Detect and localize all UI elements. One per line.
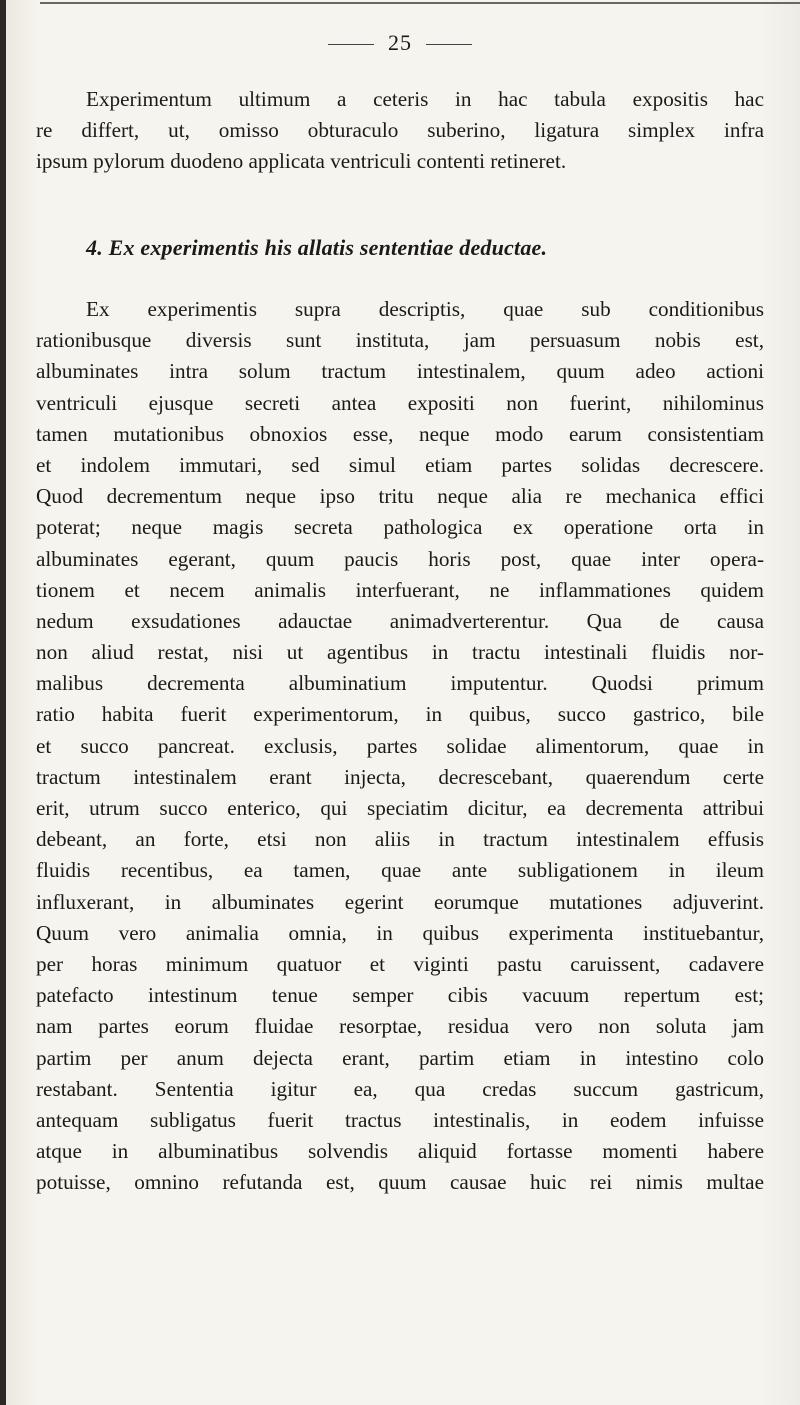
text-line: et succo pancreat. exclusis, partes solidae alimentorum, quae in xyxy=(36,733,764,758)
text-line: per horas minimum quatuor et viginti pastu caruissent, cadavere xyxy=(36,951,764,976)
header-dash-left xyxy=(328,44,374,45)
text-line: poterat; neque magis secreta pathologica ex operatione orta in xyxy=(36,515,764,540)
text-line: rationibusque diversis sunt instituta, jam persuasum nobis est, xyxy=(36,328,764,353)
text-line: tamen mutationibus obnoxios esse, neque modo earum consistentiam xyxy=(36,421,764,446)
text-line: potuisse, omnino refutanda est, quum causae huic rei nimis multae xyxy=(36,1170,764,1195)
text-line: fluidis recentibus, ea tamen, quae ante subligationem in ileum xyxy=(36,858,764,883)
text-line: restabant. Sententia igitur ea, qua credas succum gastricum, xyxy=(36,1076,764,1101)
text-line: ipsum pylorum duodeno applicata ventriculi contenti retineret. xyxy=(36,149,567,174)
text-line: ventriculi ejusque secreti antea expositi non fuerint, nihilominus xyxy=(36,390,764,415)
header-dash-right xyxy=(426,44,472,45)
text-line: re differt, ut, omisso obturaculo suberino, ligatura simplex infra xyxy=(36,118,764,143)
text-line: erit, utrum succo enterico, qui speciatim dicitur, ea decrementa attribui xyxy=(36,796,764,820)
text-line: albuminates intra solum tractum intestinalem, quum adeo actioni xyxy=(36,359,764,384)
text-line: antequam subligatus fuerit tractus intestinalis, in eodem infuisse xyxy=(36,1107,764,1132)
text-line: malibus decrementa albuminatium imputentur. Quodsi primum xyxy=(36,671,764,696)
text-line: debeant, an forte, etsi non aliis in tractum intestinalem effusis xyxy=(36,827,764,852)
text-line: non aliud restat, nisi ut agentibus in tractu intestinali fluidis nor- xyxy=(36,640,764,665)
text-line: et indolem immutari, sed simul etiam partes solidas decrescere. xyxy=(36,452,764,477)
section-heading: 4. Ex experimentis his allatis sententiae deductae. xyxy=(86,235,548,260)
text-line: nam partes eorum fluidae resorptae, residua vero non soluta jam xyxy=(36,1014,764,1039)
page-header xyxy=(0,30,800,56)
text-line: atque in albuminatibus solvendis aliquid fortasse momenti habere xyxy=(36,1139,764,1164)
text-line: tionem et necem animalis interfuerant, ne inflammationes quidem xyxy=(36,577,764,602)
text-line: Experimentum ultimum a ceteris in hac tabula expositis hac xyxy=(86,87,764,111)
text-line: Quum vero animalia omnia, in quibus experimenta instituebantur, xyxy=(36,920,764,945)
text-line: Ex experimentis supra descriptis, quae sub conditionibus xyxy=(86,297,764,321)
text-line: patefacto intestinum tenue semper cibis vacuum repertum est; xyxy=(36,983,764,1008)
text-line: nedum exsudationes adauctae animadverterentur. Qua de causa xyxy=(36,608,764,633)
paragraph-main xyxy=(36,294,764,1198)
text-line: influxerant, in albuminates egerint eorumque mutationes adjuverint. xyxy=(36,889,764,914)
paragraph-intro xyxy=(36,84,764,178)
text-line: partim per anum dejecta erant, partim etiam in intestino colo xyxy=(36,1045,764,1070)
text-line: tractum intestinalem erant injecta, decrescebant, quaerendum certe xyxy=(36,764,764,789)
top-edge-rule xyxy=(40,2,800,4)
text-line: ratio habita fuerit experimentorum, in quibus, succo gastrico, bile xyxy=(36,702,764,727)
text-line: Quod decrementum neque ipso tritu neque alia re mechanica effici xyxy=(36,484,764,509)
page-binding-edge xyxy=(0,0,6,1405)
page-number: 25 xyxy=(388,30,412,55)
text-line: albuminates egerant, quum paucis horis post, quae inter opera- xyxy=(36,546,764,571)
